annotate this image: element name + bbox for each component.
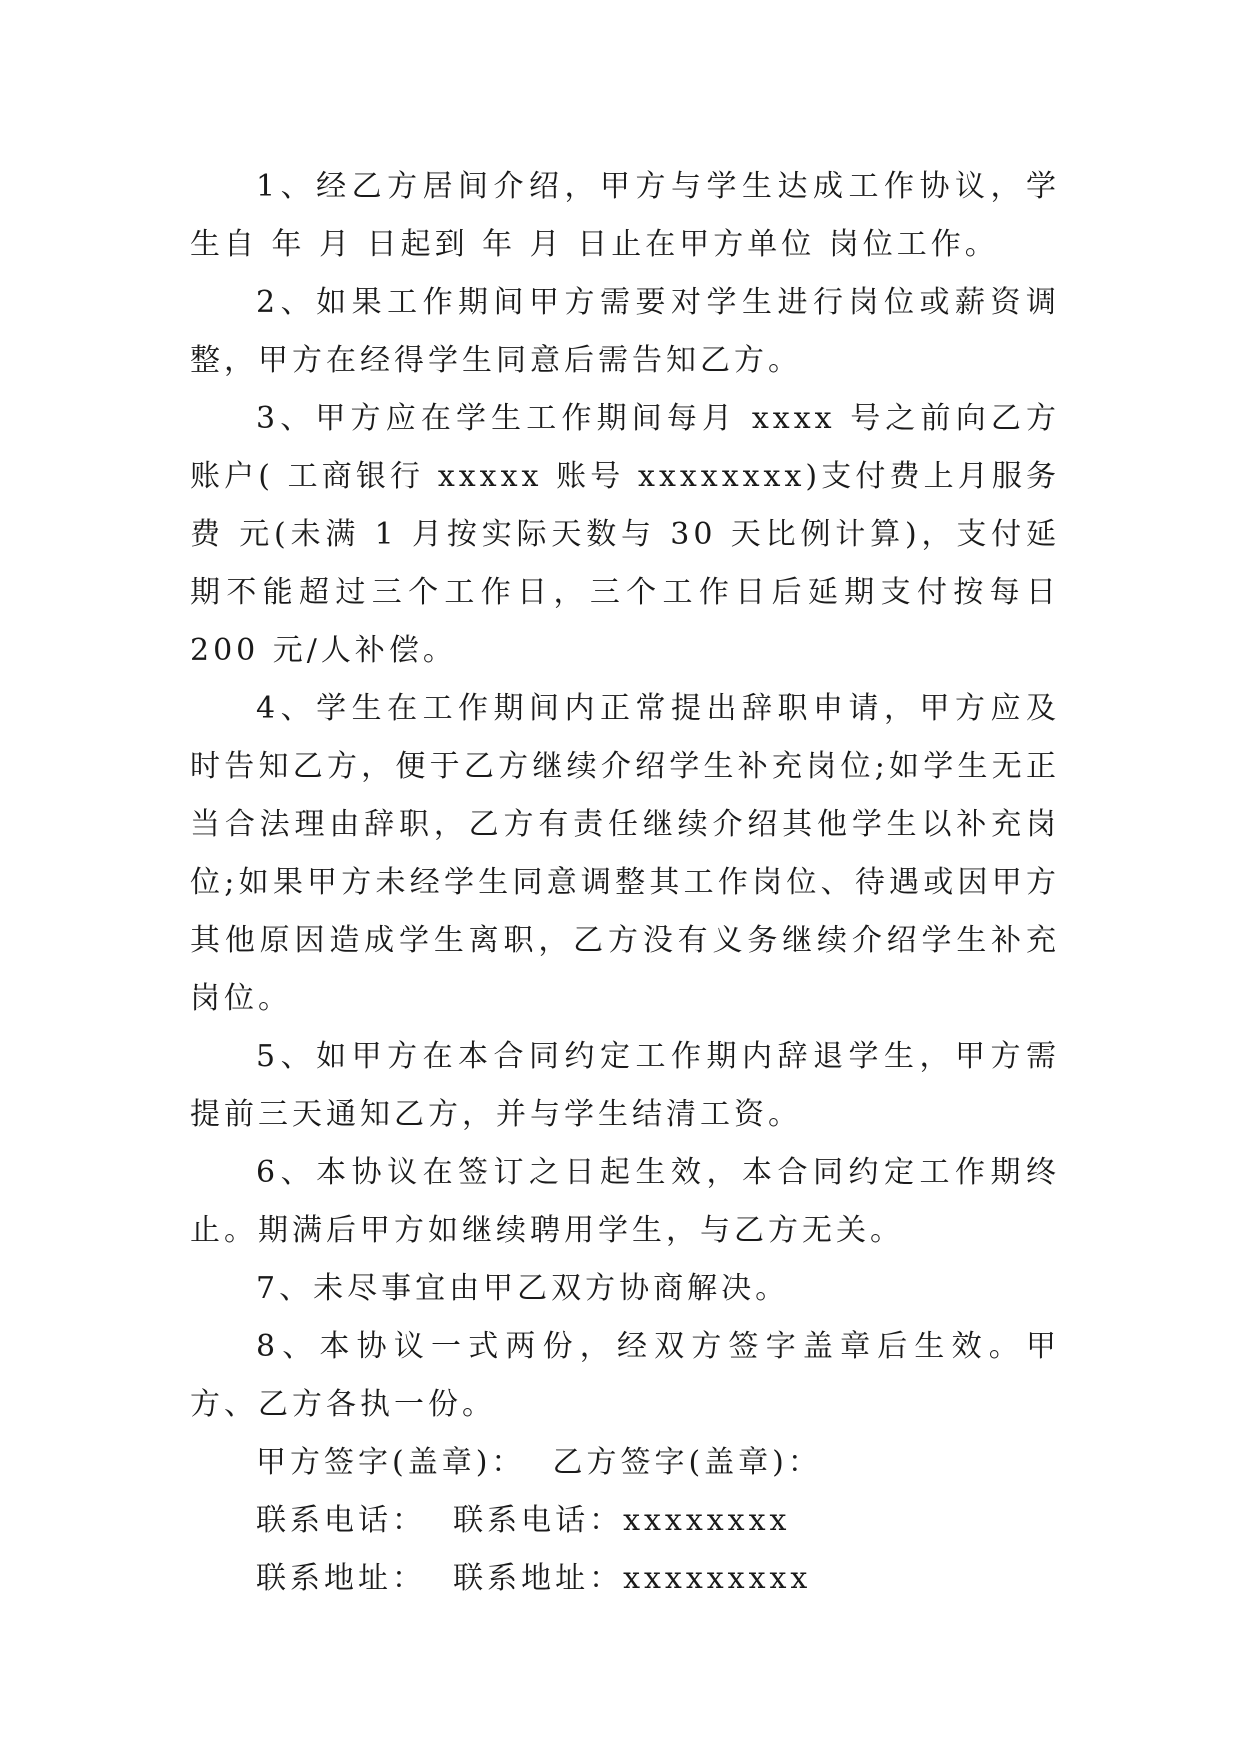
signature-line: 甲方签字(盖章)： 乙方签字(盖章)： [256,1445,822,1480]
clause-8: 8、本协议一式两份，经双方签字盖章后生效。甲方、乙方各执一份。 [190,1329,1060,1422]
contract-body [190,158,1060,1608]
clause-7: 7、未尽事宜由甲乙双方协商解决。 [256,1271,790,1306]
clause-3: 3、甲方应在学生工作期间每月 xxxx 号之前向乙方账户( 工商银行 xxxxx 账号 xxxxxxxx)支付费上月服务费 元(未满 1 月按实际天数与 30 天比例计算)，支付延期不能超过三个工作日，三个工作日后延期支付按每日 200 元/人补偿。 [190,401,1060,668]
contact-address-line: 联系地址： 联系地址：xxxxxxxxx [256,1561,812,1596]
clause-1: 1、经乙方居间介绍，甲方与学生达成工作协议，学生自 年 月 日起到 年 月 日止在甲方单位 岗位工作。 [190,169,1060,262]
clause-4: 4、学生在工作期间内正常提出辞职申请，甲方应及时告知乙方，便于乙方继续介绍学生补充岗位;如学生无正当合法理由辞职，乙方有责任继续介绍其他学生以补充岗位;如果甲方未经学生同意调整其工作岗位、待遇或因甲方其他原因造成学生离职，乙方没有义务继续介绍学生补充岗位。 [190,691,1060,1016]
contact-phone-line: 联系电话： 联系电话：xxxxxxxx [256,1503,791,1538]
clause-5: 5、如甲方在本合同约定工作期内辞退学生，甲方需提前三天通知乙方，并与学生结清工资。 [190,1039,1060,1132]
clause-2: 2、如果工作期间甲方需要对学生进行岗位或薪资调整，甲方在经得学生同意后需告知乙方。 [190,285,1060,378]
clause-6: 6、本协议在签订之日起生效，本合同约定工作期终止。期满后甲方如继续聘用学生，与乙方无关。 [190,1155,1060,1248]
